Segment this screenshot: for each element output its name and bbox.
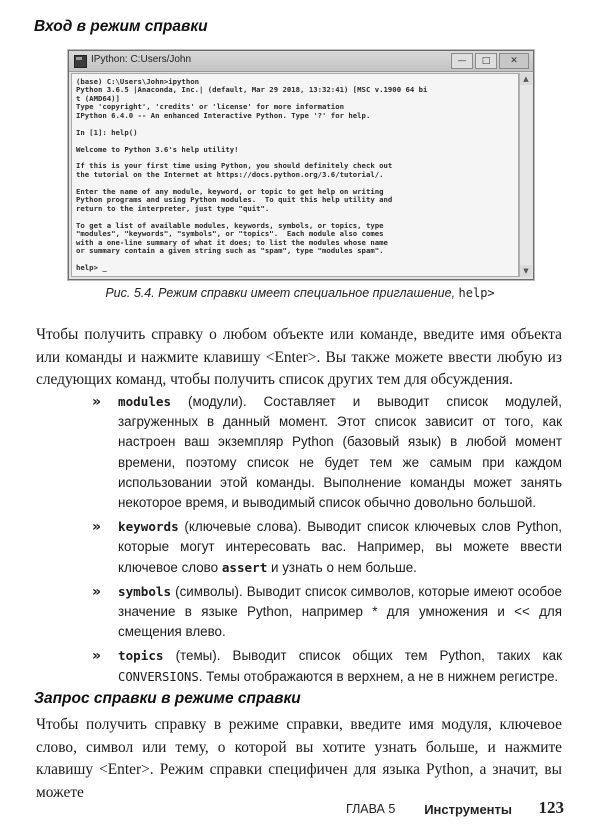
inline-code: assert — [221, 559, 268, 575]
command-keyword: keywords — [118, 519, 179, 535]
bullet-marker-icon: » — [92, 519, 102, 536]
section-heading: Запрос справки в режиме справки — [34, 690, 301, 707]
console-line: the tutorial on the Internet at https://docs.python.org/3.6/tutorial/. — [76, 169, 384, 179]
console-line — [76, 255, 514, 263]
caption-code: help> — [458, 286, 495, 300]
command-description: (темы). Выводит список общих тем Python, таких как — [163, 648, 562, 664]
console-output[interactable] — [71, 73, 519, 277]
caption-text: Рис. 5.4. Режим справки имеет специальное приглашение, — [105, 286, 459, 300]
command-description-end: и узнать о нем больше. — [267, 559, 417, 575]
chapter-label: ГЛАВА 5 — [346, 802, 396, 816]
console-line: Welcome to Python 3.6's help utility! — [76, 144, 239, 154]
console-line: help> _ — [76, 262, 107, 272]
screenshot-figure — [68, 50, 534, 280]
list-item — [92, 517, 562, 578]
console-line: Enter the name of any module, keyword, or topic to get help on writing — [76, 186, 384, 196]
command-keyword: modules — [118, 394, 172, 409]
console-line: (base) C:\Users\John>ipython — [76, 77, 200, 86]
console-line: In [1]: help() — [76, 127, 138, 137]
inline-code: CONVERSIONS — [118, 669, 199, 684]
command-keyword: symbols — [118, 583, 172, 599]
bullet-marker-icon: » — [92, 648, 102, 665]
scroll-up-icon[interactable]: ▲ — [520, 73, 532, 85]
list-item — [92, 392, 562, 513]
console-line: Python 3.6.5 |Anaconda, Inc.| (default, Mar 29 2018, 13:32:41) [MSC v.1900 64 bi — [76, 85, 428, 95]
maximize-button[interactable]: □ — [475, 53, 497, 69]
console-line: If this is your first time using Python, you should definitely check out — [76, 161, 393, 171]
list-item — [92, 646, 562, 686]
window-controls — [451, 53, 529, 69]
minimize-button[interactable]: — — [451, 53, 473, 69]
command-keyword: topics — [118, 648, 164, 664]
window-titlebar — [69, 51, 533, 72]
console-app-icon — [74, 55, 87, 68]
intro-paragraph: Чтобы получить справку о любом объекте или команде, введите имя объекта или команды и нажмите клавишу <Enter>. Вы также можете ввести любую из следующих команд, чтобы получить список других тем для обсуждения. — [36, 326, 562, 388]
scroll-down-icon[interactable]: ▼ — [520, 265, 532, 277]
console-line — [76, 120, 514, 128]
console-line: "modules", "keywords", "symbols", or "topics". Each module also comes — [76, 229, 384, 239]
console-line: t (AMD64)] — [76, 93, 120, 103]
console-line: or summary contain a given string such as "spam", type "modules spam". — [76, 245, 384, 255]
console-line: with a one-line summary of what it does; to list the modules whose name — [76, 237, 388, 247]
console-line: Type 'copyright', 'credits' or 'license' for more information — [76, 102, 344, 112]
console-line: IPython 6.4.0 -- An enhanced Interactive Python. Type '?' for help. — [76, 110, 371, 120]
chapter-title: Инструменты — [424, 802, 512, 817]
window-title: IPython: C:Users/John — [91, 54, 192, 65]
console-line: return to the interpreter, just type "quit". — [76, 203, 270, 213]
bullet-marker-icon: » — [92, 394, 102, 410]
section-heading: Вход в режим справки — [34, 18, 208, 35]
command-description: (символы). Выводит список символов, которые имеют особое значение в языке Python, например * для умножения и << для смещения влево. — [118, 583, 562, 640]
figure-caption — [0, 286, 600, 300]
command-list — [92, 392, 562, 691]
list-item — [92, 582, 562, 643]
page-footer — [0, 797, 600, 821]
console-scrollbar[interactable] — [519, 73, 532, 277]
console-line: Python programs and using Python modules. To quit this help utility and — [76, 195, 393, 205]
close-button[interactable]: ✕ — [499, 53, 529, 69]
command-description: (ключевые слова). Выводит список ключевых слов Python, которые могут интересовать вас. Например, вы можете ввести ключевое слово — [118, 519, 562, 575]
console-line: To get a list of available modules, keywords, symbols, or topics, type — [76, 220, 384, 230]
command-description-end: . Темы отображаются в верхнем, а не в нижнем регистре. — [198, 668, 559, 684]
page-number: 123 — [538, 798, 564, 817]
bullet-marker-icon: » — [92, 583, 102, 600]
closing-paragraph: Чтобы получить справку в режиме справки, введите имя модуля, ключевое слово, символ или тему, о которой вы хотите узнать больше, и нажмите клавишу <Enter>. Режим справки специфичен для языка Python, а значит, вы можете — [36, 716, 562, 801]
command-description: (модули). Составляет и выводит список модулей, загруженных в данный момент. Этот список зависит от того, как настроен ваш экземпляр Python (базовый язык) в любой момент времени, поэтому список не будет тем же самым при каждом использовании этой команды. Выполнение команды может занять некоторое время, и выводимый список обычно довольно большой. — [118, 394, 562, 511]
